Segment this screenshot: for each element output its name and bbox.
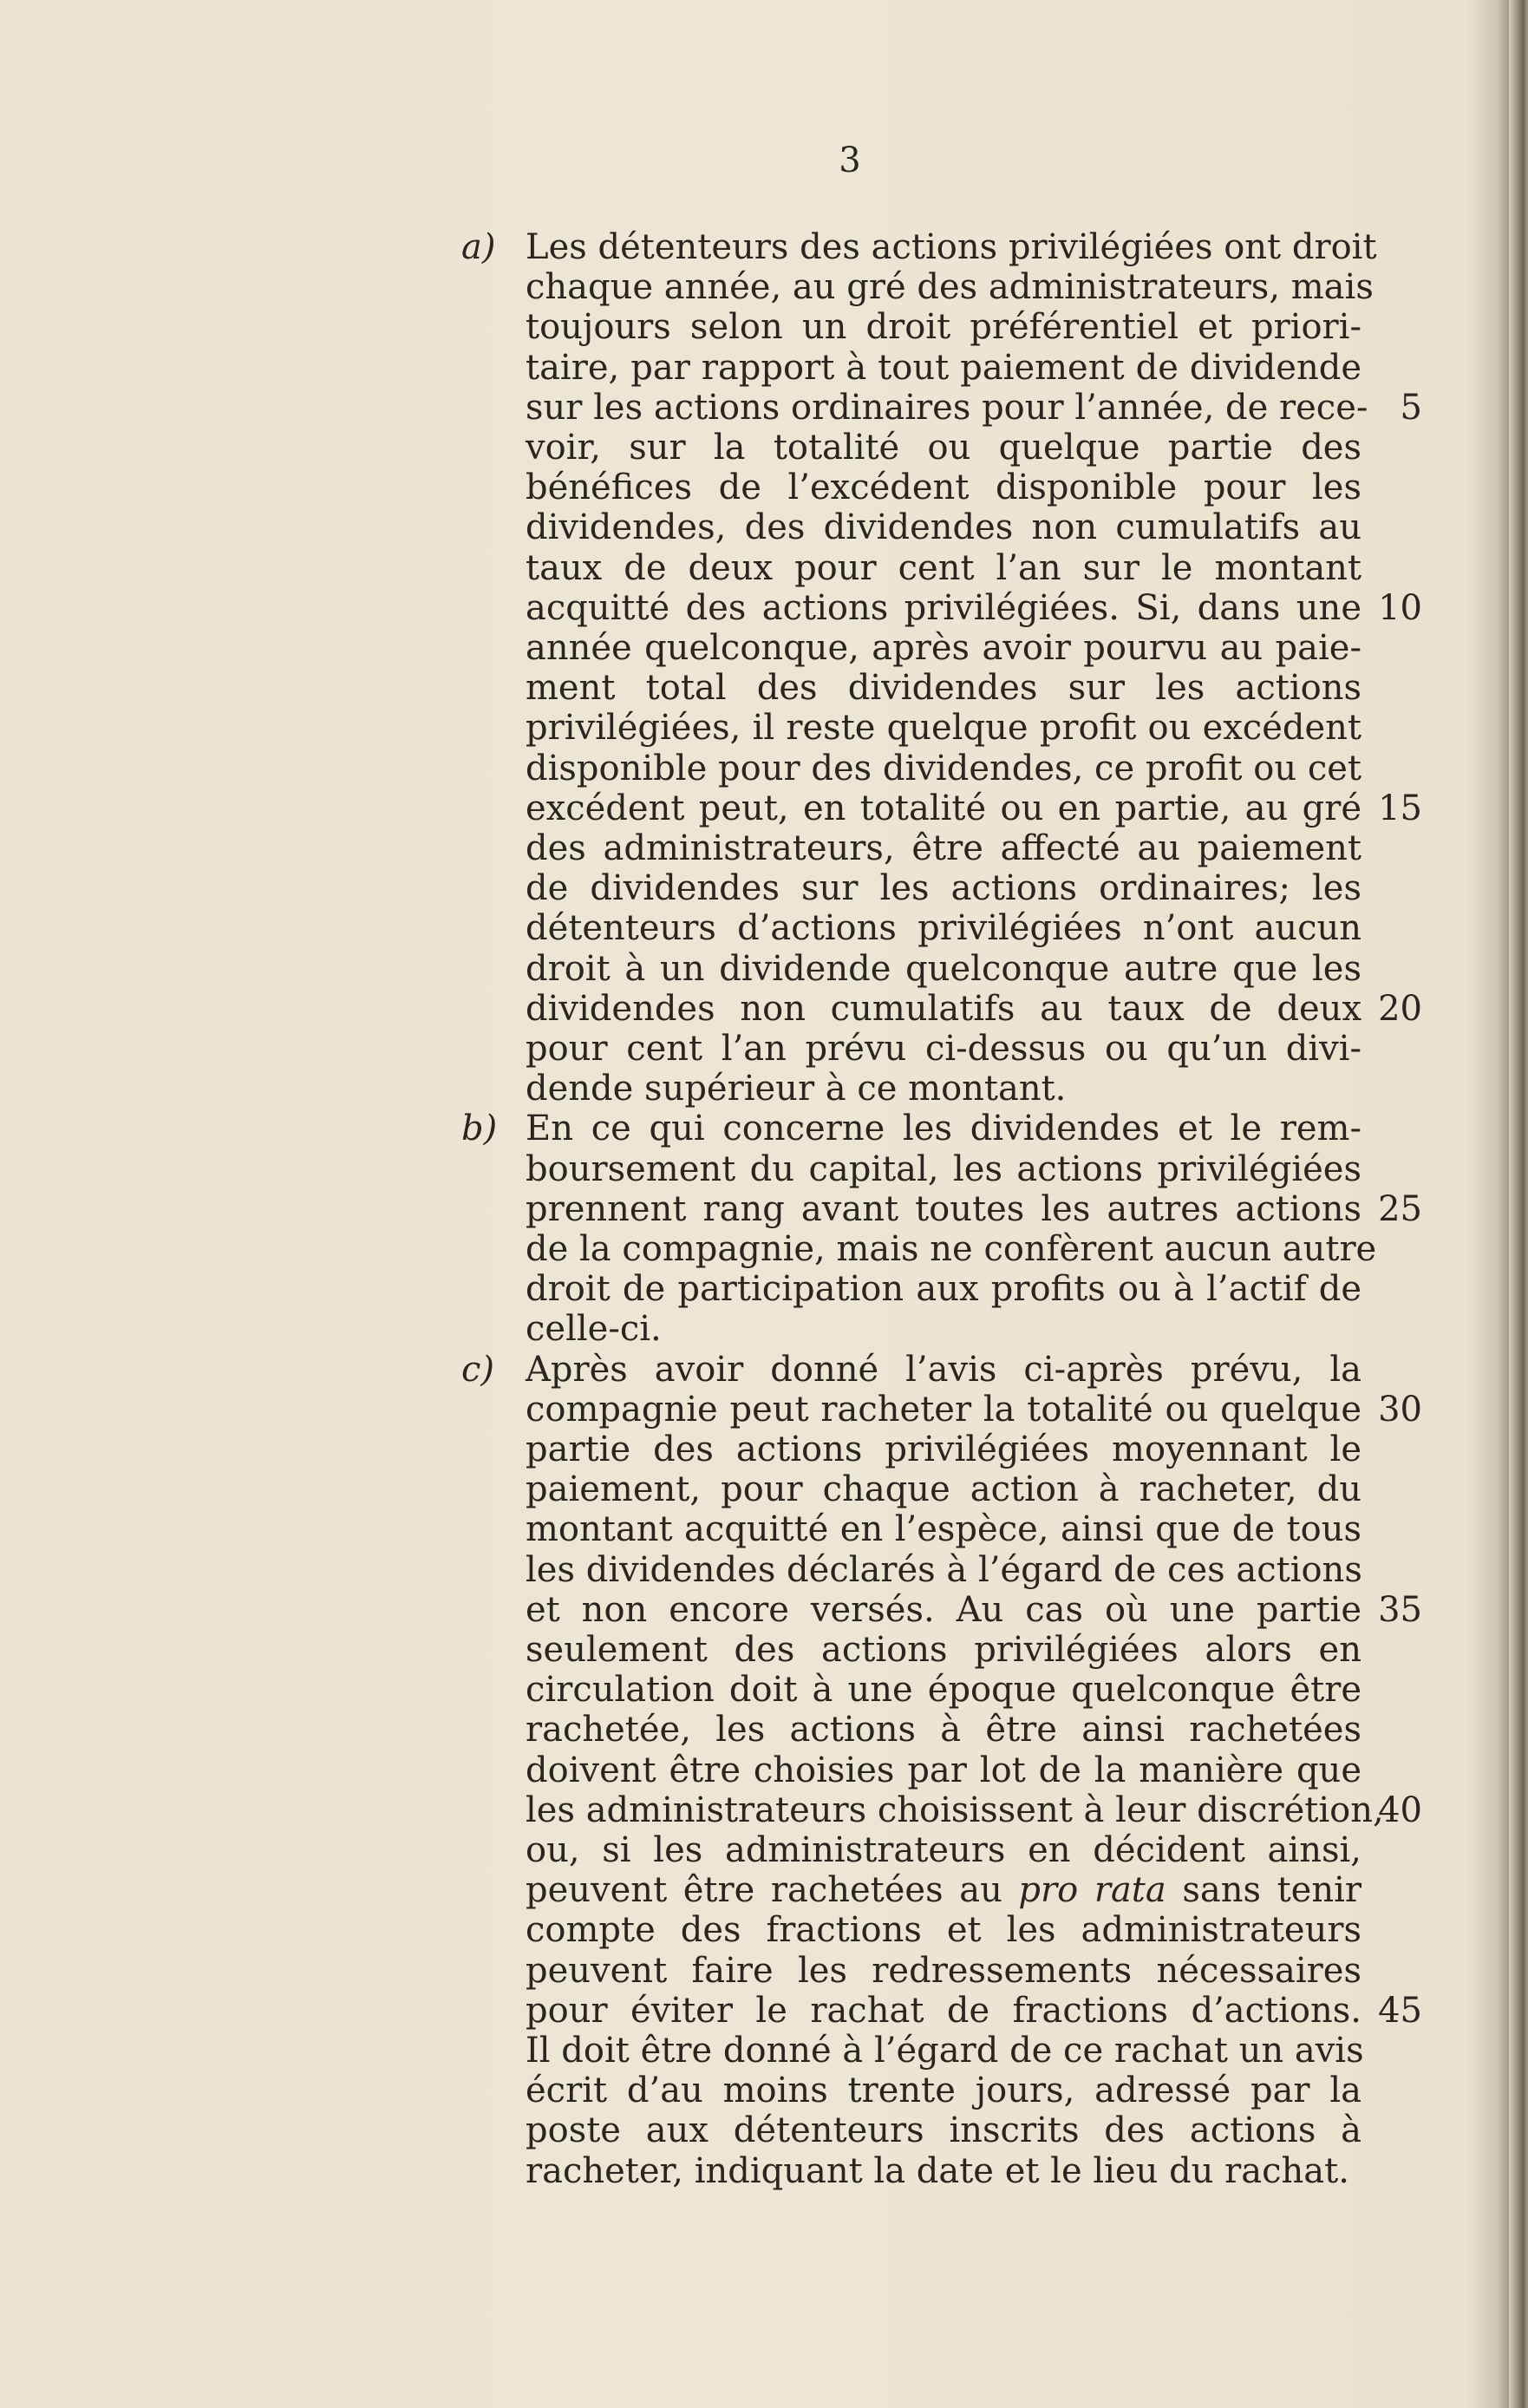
text-line: détenteurs d’actions privilégiées n’ont aucun <box>526 908 1361 949</box>
text-line: prennent rang avant toutes les autres actions <box>526 1188 1361 1229</box>
text-line: rachetée, les actions à être ainsi rachetées <box>526 1710 1361 1750</box>
clause-marker: a) <box>461 227 496 267</box>
text-line: pour éviter le rachat de fractions d’actions. <box>526 1990 1361 2031</box>
text-line: de la compagnie, mais ne confèrent aucun autre <box>526 1229 1377 1269</box>
text-line: boursement du capital, les actions privilégiées <box>526 1148 1361 1189</box>
text-line: de dividendes sur les actions ordinaires; les <box>526 868 1361 909</box>
clause-marker: c) <box>461 1349 495 1390</box>
text-line: toujours selon un droit préférentiel et priori- <box>526 307 1361 348</box>
text-line: les administrateurs choisissent à leur discrétion, <box>526 1790 1384 1830</box>
margin-line-number: 35 <box>1378 1589 1422 1630</box>
text-line: En ce qui concerne les dividendes et le rem- <box>526 1109 1361 1149</box>
text-line: paiement, pour chaque action à racheter, du <box>526 1469 1361 1510</box>
text-line: doivent être choisies par lot de la manière que <box>526 1750 1361 1790</box>
text-line: disponible pour des dividendes, ce profit ou cet <box>526 748 1361 788</box>
text-line: les dividendes déclarés à l’égard de ces actions <box>526 1549 1362 1590</box>
text-line: taux de deux pour cent l’an sur le montant <box>526 547 1361 588</box>
text-line: seulement des actions privilégiées alors en <box>526 1630 1361 1670</box>
margin-line-number: 30 <box>1378 1389 1422 1430</box>
text-line-with-italic <box>526 1870 1361 1910</box>
clause-marker: b) <box>461 1109 498 1149</box>
text-line: écrit d’au moins trente jours, adressé par la <box>526 2071 1361 2111</box>
margin-line-number: 15 <box>1378 788 1422 828</box>
text-line: sur les actions ordinaires pour l’année, de rece- <box>526 387 1368 428</box>
text-line: racheter, indiquant la date et le lieu du rachat. <box>526 2150 1349 2191</box>
text-line: Après avoir donné l’avis ci-après prévu, la <box>526 1349 1361 1390</box>
text-line: et non encore versés. Au cas où une partie <box>526 1589 1361 1630</box>
text-segment: sans tenir <box>1166 1870 1361 1911</box>
text-line: compte des fractions et les administrateurs <box>526 1910 1361 1951</box>
text-line: Il doit être donné à l’égard de ce rachat un avis <box>526 2031 1364 2071</box>
text-segment: peuvent être rachetées au <box>526 1870 1019 1911</box>
text-line: des administrateurs, être affecté au paiement <box>526 828 1361 868</box>
page-number: 3 <box>839 141 861 180</box>
text-line: acquitté des actions privilégiées. Si, dans une <box>526 587 1361 628</box>
margin-line-number: 45 <box>1378 1990 1422 2031</box>
text-line: droit de participation aux profits ou à l’actif de <box>526 1269 1361 1310</box>
text-line: taire, par rapport à tout paiement de dividende <box>526 347 1361 388</box>
margin-line-number: 40 <box>1378 1790 1422 1830</box>
text-line: ou, si les administrateurs en décident ainsi, <box>526 1830 1361 1870</box>
margin-line-number: 5 <box>1400 387 1422 428</box>
text-line: dividendes, des dividendes non cumulatifs au <box>526 507 1361 548</box>
text-line: Les détenteurs des actions privilégiées ont droit <box>526 227 1377 267</box>
text-line: celle-ci. <box>526 1309 662 1350</box>
text-line: compagnie peut racheter la totalité ou quelque <box>526 1389 1361 1430</box>
text-line: montant acquitté en l’espèce, ainsi que de tous <box>526 1509 1361 1550</box>
text-line: chaque année, au gré des administrateurs, mais <box>526 267 1374 308</box>
text-line: pour cent l’an prévu ci-dessus ou qu’un divi- <box>526 1029 1361 1069</box>
text-line: peuvent faire les redressements nécessaires <box>526 1950 1361 1991</box>
text-line: poste aux détenteurs inscrits des actions à <box>526 2110 1361 2151</box>
text-line: privilégiées, il reste quelque profit ou excédent <box>526 708 1361 749</box>
text-line: partie des actions privilégiées moyennant le <box>526 1430 1361 1469</box>
text-line: ment total des dividendes sur les actions <box>526 668 1361 709</box>
text-line: dividendes non cumulatifs au taux de deux <box>526 988 1361 1029</box>
text-line: année quelconque, après avoir pourvu au paie- <box>526 628 1361 668</box>
text-line: bénéfices de l’excédent disponible pour les <box>526 468 1361 508</box>
text-line: droit à un dividende quelconque autre que les <box>526 948 1361 989</box>
text-line: voir, sur la totalité ou quelque partie des <box>526 428 1361 468</box>
margin-line-number: 20 <box>1378 988 1422 1029</box>
page-binding-edge <box>1509 0 1528 2408</box>
text-line: dende supérieur à ce montant. <box>526 1069 1067 1109</box>
margin-line-number: 25 <box>1378 1188 1422 1229</box>
margin-line-number: 10 <box>1378 587 1422 628</box>
text-line: circulation doit à une époque quelconque être <box>526 1670 1361 1711</box>
italic-phrase: pro rata <box>1018 1870 1166 1911</box>
text-line: excédent peut, en totalité ou en partie, au gré <box>526 788 1361 828</box>
